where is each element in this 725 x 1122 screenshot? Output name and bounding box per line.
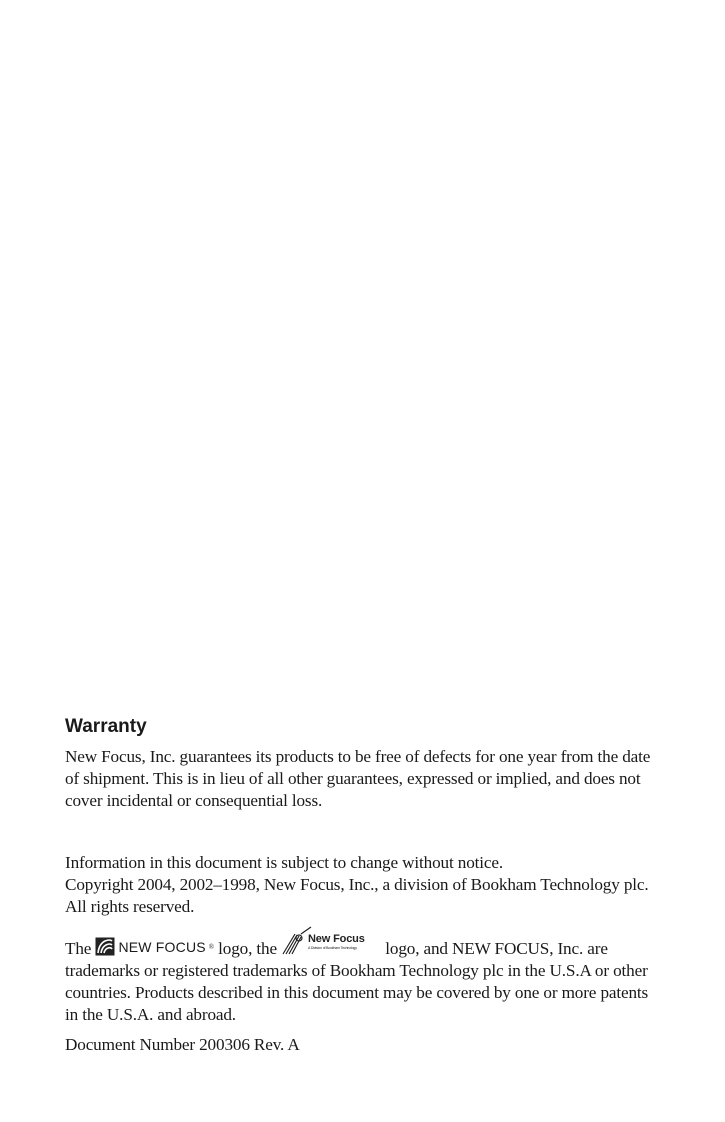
document-number: Document Number 200306 Rev. A <box>65 1035 300 1054</box>
warranty-heading: Warranty <box>65 716 147 737</box>
info-notice: Information in this document is subject to change without notice. <box>65 853 503 872</box>
trademark-mid: logo, the <box>218 939 277 958</box>
copyright-notice: Copyright 2004, 2002–1998, New Focus, Inc., a division of Bookham Technology plc. All rights reserved. <box>65 875 649 916</box>
trademark-lead: The <box>65 939 92 958</box>
trademark-notice <box>65 926 665 1026</box>
logo2-text: New Focus <box>308 933 365 945</box>
trademark-rest: logo, and NEW FOCUS, Inc. are trademarks or registered trademarks of Bookham Technology plc in the U.S.A or other countries. Products described in this document may be covered by one or more patents in the U.S.A. and abroad. <box>65 939 649 1024</box>
warranty-text: New Focus, Inc. guarantees its products to be free of defects for one year from the date of shipment. This is in lieu of all other guarantees, expressed or implied, and does not cover incidental or consequential loss. <box>65 747 651 810</box>
new-focus-streak-logo-icon <box>281 926 381 956</box>
new-focus-logo-2 <box>281 926 381 956</box>
new-focus-emblem-icon <box>95 937 115 956</box>
new-focus-logo-text: NEW FOCUS <box>118 938 206 955</box>
logo2-subtext: A Division of Bookham Technology <box>308 946 357 950</box>
document-body <box>65 714 665 1056</box>
new-focus-logo-1: NEW FOCUS ® <box>95 936 214 958</box>
